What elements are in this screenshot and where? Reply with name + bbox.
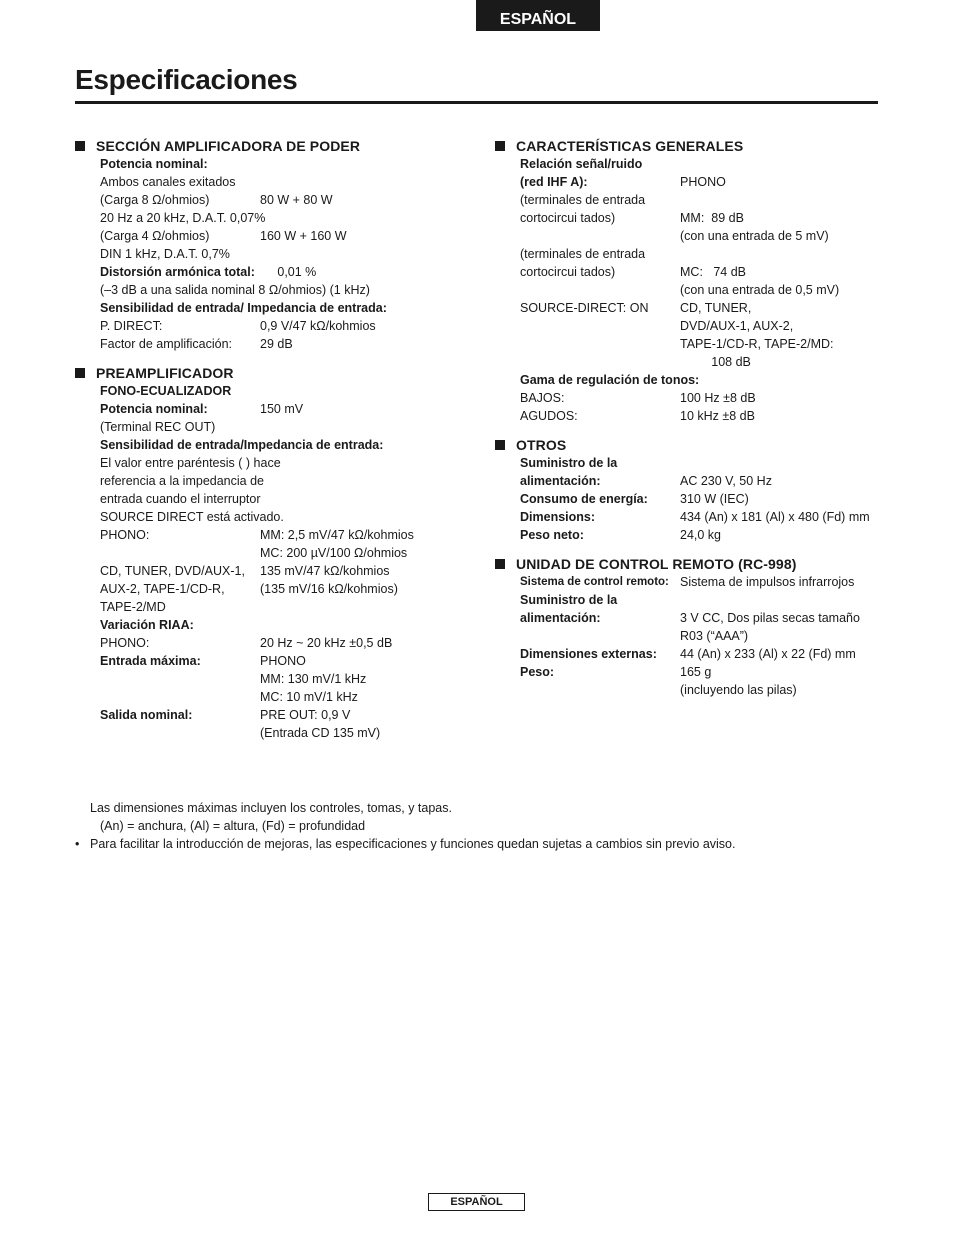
square-bullet-icon <box>495 440 505 450</box>
spec-value: PRE OUT: 0,9 V <box>260 708 351 722</box>
spec-row <box>100 227 475 245</box>
spec-label: Sensibilidad de entrada/ Impedancia de entrada: <box>100 301 387 315</box>
spec-row <box>520 526 895 544</box>
spec-row <box>520 591 895 609</box>
spec-label <box>100 544 260 562</box>
spec-section <box>495 137 895 425</box>
spec-section <box>495 436 895 544</box>
spec-label: Distorsión armónica total: <box>100 265 255 279</box>
spec-label: Salida nominal: <box>100 708 193 722</box>
spec-value: (Entrada CD 135 mV) <box>260 726 381 740</box>
spec-row <box>520 245 895 263</box>
spec-row <box>100 490 475 508</box>
spec-label: TAPE-2/MD <box>100 600 166 614</box>
spec-label <box>520 227 680 245</box>
note-abbreviations-text: (An) = anchura, (Al) = altura, (Fd) = profundidad <box>100 819 366 833</box>
square-bullet-icon <box>495 141 505 151</box>
spec-row <box>100 634 475 652</box>
section-heading <box>495 137 895 155</box>
spec-row <box>520 281 895 299</box>
spec-label: alimentación: <box>520 611 601 625</box>
spec-label: SOURCE DIRECT está activado. <box>100 510 284 524</box>
note-dimensions-text: Las dimensiones máximas incluyen los controles, tomas, y tapas. <box>90 801 452 815</box>
spec-label: Potencia nominal: <box>100 157 208 171</box>
spec-label: Suministro de la <box>520 456 618 470</box>
spec-label: Dimensiones externas: <box>520 647 657 661</box>
language-tab: ESPAÑOL <box>476 0 600 31</box>
spec-row <box>100 191 475 209</box>
spec-label: AUX-2, TAPE-1/CD-R, <box>100 582 225 596</box>
note-changes <box>75 835 735 853</box>
spec-label: BAJOS: <box>520 391 565 405</box>
spec-value: R03 (“AAA”) <box>680 629 749 643</box>
left-column <box>75 137 475 753</box>
section-heading <box>495 436 895 454</box>
spec-value: 20 Hz ~ 20 kHz ±0,5 dB <box>260 636 393 650</box>
spec-label: cortocircui tados) <box>520 265 616 279</box>
spec-label <box>100 688 260 706</box>
spec-value: 150 mV <box>260 402 304 416</box>
spec-value: MM: 2,5 mV/47 kΩ/kohmios <box>260 528 414 542</box>
spec-value: 100 Hz ±8 dB <box>680 391 756 405</box>
spec-row <box>100 155 475 173</box>
spec-row <box>520 299 895 317</box>
spec-row <box>520 353 895 371</box>
spec-label: Peso neto: <box>520 528 584 542</box>
spec-label: Entrada máxima: <box>100 654 201 668</box>
spec-label: cortocircui tados) <box>520 211 616 225</box>
spec-label: Factor de amplificación: <box>100 337 233 351</box>
spec-value: 310 W (IEC) <box>680 492 749 506</box>
spec-label <box>520 353 680 371</box>
spec-label: Consumo de energía: <box>520 492 648 506</box>
spec-value: MM: 89 dB <box>680 211 744 225</box>
section-heading <box>75 364 475 382</box>
spec-label <box>520 681 680 699</box>
spec-row <box>100 335 475 353</box>
spec-value: 10 kHz ±8 dB <box>680 409 755 423</box>
page-title: Especificaciones <box>75 64 298 95</box>
spec-label: Gama de regulación de tonos: <box>520 373 700 387</box>
spec-value: Sistema de impulsos infrarrojos <box>680 575 855 589</box>
spec-row <box>100 652 475 670</box>
spec-label: Sistema de control remoto: <box>520 576 669 588</box>
spec-value: 0,9 V/47 kΩ/kohmios <box>260 319 376 333</box>
spec-row <box>100 436 475 454</box>
note-abbreviations <box>75 817 735 835</box>
spec-row <box>100 706 475 724</box>
spec-row <box>100 616 475 634</box>
spec-label: CD, TUNER, DVD/AUX-1, <box>100 564 245 578</box>
spec-row <box>520 645 895 663</box>
spec-label: (terminales de entrada <box>520 247 646 261</box>
footnotes <box>75 799 735 853</box>
spec-label <box>520 281 680 299</box>
square-bullet-icon <box>495 559 505 569</box>
spec-section <box>75 137 475 353</box>
spec-value: 160 W + 160 W <box>260 229 347 243</box>
spec-label: (Carga 4 Ω/ohmios) <box>100 229 210 243</box>
spec-value: DVD/AUX-1, AUX-2, <box>680 319 794 333</box>
spec-label: P. DIRECT: <box>100 319 163 333</box>
spec-value: 0,01 % <box>260 265 317 279</box>
spec-row <box>100 472 475 490</box>
spec-row <box>520 209 895 227</box>
spec-row <box>520 317 895 335</box>
spec-label: Dimensions: <box>520 510 596 524</box>
spec-label <box>520 627 680 645</box>
spec-row <box>100 281 475 299</box>
spec-label: DIN 1 kHz, D.A.T. 0,7% <box>100 247 230 261</box>
spec-row <box>520 389 895 407</box>
spec-row <box>100 317 475 335</box>
spec-label: AGUDOS: <box>520 409 578 423</box>
spec-row <box>520 335 895 353</box>
spec-row <box>100 263 475 281</box>
spec-row <box>520 263 895 281</box>
spec-label: El valor entre paréntesis ( ) hace <box>100 456 281 470</box>
spec-row <box>520 155 895 173</box>
spec-value: AC 230 V, 50 Hz <box>680 474 772 488</box>
spec-row <box>520 371 895 389</box>
spec-label: Variación RIAA: <box>100 618 194 632</box>
spec-value: 44 (An) x 233 (Al) x 22 (Fd) mm <box>680 647 856 661</box>
spec-row <box>520 663 895 681</box>
spec-row <box>520 407 895 425</box>
section-heading-text: CARACTERÍSTICAS GENERALES <box>516 138 744 154</box>
spec-row <box>520 173 895 191</box>
spec-value: MC: 74 dB <box>680 265 746 279</box>
spec-row <box>100 245 475 263</box>
spec-section <box>75 364 475 742</box>
spec-label: (red IHF A): <box>520 175 588 189</box>
spec-value: 3 V CC, Dos pilas secas tamaño <box>680 611 860 625</box>
spec-label: (Terminal REC OUT) <box>100 420 216 434</box>
footer-language-label: ESPAÑOL <box>428 1193 525 1211</box>
square-bullet-icon <box>75 141 85 151</box>
section-heading <box>75 137 475 155</box>
spec-label <box>520 317 680 335</box>
spec-row <box>100 544 475 562</box>
spec-label: Potencia nominal: <box>100 402 208 416</box>
spec-value: (con una entrada de 5 mV) <box>680 229 829 243</box>
spec-label: (terminales de entrada <box>520 193 646 207</box>
spec-value: 135 mV/47 kΩ/kohmios <box>260 564 390 578</box>
spec-label: entrada cuando el interruptor <box>100 492 261 506</box>
spec-row <box>520 573 895 591</box>
spec-value: MC: 200 µV/100 Ω/ohmios <box>260 546 408 560</box>
spec-label: SOURCE-DIRECT: ON <box>520 301 649 315</box>
spec-label: PHONO: <box>100 636 150 650</box>
spec-label: (–3 dB a una salida nominal 8 Ω/ohmios) (1 kHz) <box>100 283 370 297</box>
section-heading <box>495 555 895 573</box>
spec-row <box>100 526 475 544</box>
spec-row <box>520 191 895 209</box>
spec-label: PHONO: <box>100 528 150 542</box>
spec-row <box>100 580 475 598</box>
right-column <box>495 137 895 710</box>
spec-label <box>100 670 260 688</box>
spec-section <box>495 555 895 699</box>
spec-value: MM: 130 mV/1 kHz <box>260 672 367 686</box>
spec-row <box>100 670 475 688</box>
spec-row <box>100 173 475 191</box>
spec-label <box>100 724 260 742</box>
spec-label: Sensibilidad de entrada/Impedancia de entrada: <box>100 438 384 452</box>
spec-row <box>100 454 475 472</box>
spec-label: Ambos canales exitados <box>100 175 236 189</box>
square-bullet-icon <box>75 368 85 378</box>
spec-value: PHONO <box>680 175 726 189</box>
spec-value: (135 mV/16 kΩ/kohmios) <box>260 582 398 596</box>
spec-label <box>520 335 680 353</box>
spec-row <box>100 562 475 580</box>
spec-label: (Carga 8 Ω/ohmios) <box>100 193 210 207</box>
spec-row <box>100 508 475 526</box>
spec-row <box>520 508 895 526</box>
spec-row <box>100 400 475 418</box>
spec-row <box>520 472 895 490</box>
spec-row <box>100 688 475 706</box>
spec-row <box>100 209 475 227</box>
title-divider <box>75 101 878 104</box>
spec-value: (incluyendo las pilas) <box>680 683 797 697</box>
spec-value: 165 g <box>680 665 712 679</box>
spec-value: 80 W + 80 W <box>260 193 333 207</box>
spec-label: Relación señal/ruido <box>520 157 643 171</box>
spec-label: 20 Hz a 20 kHz, D.A.T. 0,07% <box>100 211 266 225</box>
spec-row <box>520 227 895 245</box>
spec-value: 108 dB <box>680 355 751 369</box>
note-changes-text: Para facilitar la introducción de mejoras, las especificaciones y funciones quedan sujetas a cambios sin previo aviso. <box>90 837 736 851</box>
spec-value: MC: 10 mV/1 kHz <box>260 690 358 704</box>
spec-label: FONO-ECUALIZADOR <box>100 384 232 398</box>
note-dimensions <box>75 799 735 817</box>
spec-value: TAPE-1/CD-R, TAPE-2/MD: <box>680 337 834 351</box>
spec-row <box>520 490 895 508</box>
spec-label: Peso: <box>520 665 555 679</box>
spec-value: (con una entrada de 0,5 mV) <box>680 283 840 297</box>
spec-value: PHONO <box>260 654 306 668</box>
section-heading-text: SECCIÓN AMPLIFICADORA DE PODER <box>96 138 361 154</box>
spec-row <box>100 598 475 616</box>
spec-row <box>100 299 475 317</box>
spec-row <box>520 681 895 699</box>
section-heading-text: UNIDAD DE CONTROL REMOTO (RC-998) <box>516 556 797 572</box>
spec-row <box>100 724 475 742</box>
section-heading-text: PREAMPLIFICADOR <box>96 365 234 381</box>
section-heading-text: OTROS <box>516 437 567 453</box>
spec-label: alimentación: <box>520 474 601 488</box>
spec-value: 434 (An) x 181 (Al) x 480 (Fd) mm <box>680 510 870 524</box>
spec-row <box>100 382 475 400</box>
spec-value: CD, TUNER, <box>680 301 752 315</box>
spec-row <box>520 609 895 627</box>
spec-label: referencia a la impedancia de <box>100 474 264 488</box>
spec-row <box>520 454 895 472</box>
spec-value: 29 dB <box>260 337 293 351</box>
spec-label: Suministro de la <box>520 593 618 607</box>
spec-value: 24,0 kg <box>680 528 722 542</box>
bullet-icon: • <box>75 837 80 851</box>
spec-row <box>520 627 895 645</box>
spec-row <box>100 418 475 436</box>
